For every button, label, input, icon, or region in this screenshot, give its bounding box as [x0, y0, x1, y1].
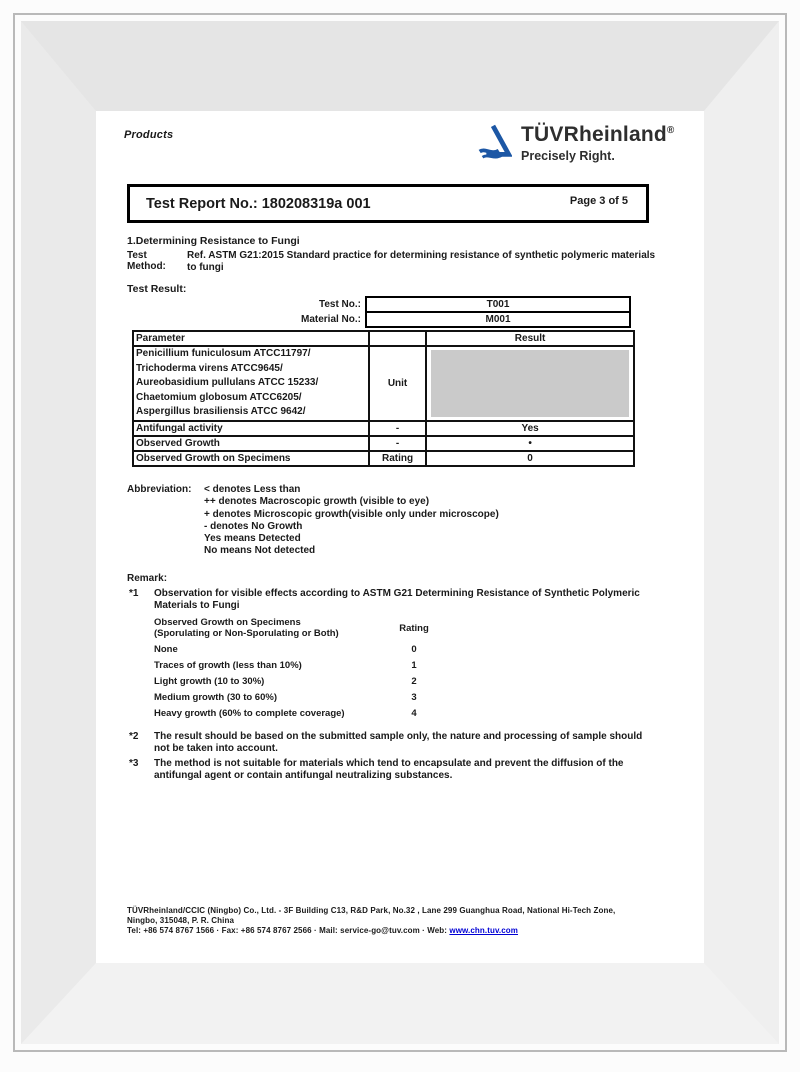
products-label: Products — [124, 129, 174, 141]
parameter-header: Parameter — [133, 331, 369, 346]
result-cell: • — [426, 436, 634, 451]
logo-brand — [521, 119, 674, 147]
organism-line: Chaetomium globosum ATCC6205/ — [136, 391, 302, 403]
page-indicator: Page 3 of 5 — [569, 195, 628, 207]
rating-header-desc — [154, 618, 389, 639]
rating-header-line2: (Sporulating or Non-Sporulating or Both) — [154, 627, 339, 639]
abbreviation-lines — [204, 484, 499, 558]
unit-cell: - — [369, 421, 426, 436]
rating-table-header — [154, 618, 439, 639]
abbreviation-line: + denotes Microscopic growth(visible only under microscope) — [204, 508, 499, 520]
unit-cell: Rating — [369, 451, 426, 466]
table-row — [133, 421, 634, 436]
organisms-row — [133, 346, 634, 421]
rating-row — [154, 660, 439, 671]
tuv-triangle-icon — [474, 123, 512, 161]
rating-value: 4 — [411, 708, 417, 719]
abbreviation-line: ++ denotes Macroscopic growth (visible to eye) — [204, 496, 430, 508]
remark-marker: *1 — [129, 588, 139, 599]
remark-text: The result should be based on the submitted sample only, the nature and processing of sample should not be taken into account. — [154, 731, 643, 754]
result-table — [132, 296, 635, 467]
test-result-label: Test Result: — [127, 283, 187, 295]
rating-value: 2 — [411, 676, 417, 687]
result-cell: Yes — [426, 421, 634, 436]
result-cell: 0 — [426, 451, 634, 466]
remark-text: The method is not suitable for materials which tend to encapsulate and prevent the diffusion of the antifungal agent or contain antifungal neutralizing substances. — [154, 758, 624, 781]
logo-brand-name: TÜVRheinland — [521, 123, 667, 146]
abbreviation-label: Abbreviation: — [127, 484, 192, 495]
parameter-cell: Observed Growth on Specimens — [133, 451, 369, 466]
rating-desc: Light growth (10 to 30%) — [154, 676, 265, 687]
report-number: Test Report No.: 180208319a 001 — [146, 195, 371, 212]
table-header-row — [133, 331, 634, 346]
test-no-value: T001 — [365, 296, 631, 313]
rating-value: 0 — [411, 644, 417, 655]
abbreviation-block — [127, 484, 499, 558]
remark-item-3 — [129, 758, 646, 782]
remark-label: Remark: — [127, 573, 168, 584]
test-method-text: Ref. ASTM G21:2015 Standard practice for determining resistance of synthetic polymeric materials to fungi — [187, 250, 656, 273]
remark-marker: *3 — [129, 758, 139, 769]
parameter-result-table — [132, 330, 635, 467]
shaded-result-cell — [426, 346, 634, 421]
logo-text — [521, 119, 674, 163]
footer-address-line2: Ningbo, 315048, P. R. China — [127, 916, 235, 925]
logo-tagline: Precisely Right. — [521, 149, 615, 163]
footer-contact-line — [127, 926, 677, 936]
footer-contact-prefix: Tel: +86 574 8767 1566 · Fax: +86 574 8767 2566 · Mail: service-go@tuv.com · Web: — [127, 926, 448, 935]
rating-value: 3 — [411, 692, 417, 703]
result-header: Result — [426, 331, 634, 346]
unit-cell: Unit — [369, 346, 426, 421]
rating-table — [154, 618, 439, 719]
material-no-value: M001 — [365, 311, 631, 328]
rating-row — [154, 676, 439, 687]
test-method-block — [127, 250, 659, 274]
organism-line: Aureobasidium pullulans ATCC 15233/ — [136, 377, 319, 389]
organism-line: Penicillium funiculosum ATCC11797/ — [136, 348, 311, 359]
organism-list — [133, 346, 369, 421]
report-number-bar — [127, 184, 649, 223]
table-row — [133, 451, 634, 466]
remark-text: Observation for visible effects according to ASTM G21 Determining Resistance of Synthetic Polymeric Materials to Fungi — [154, 588, 640, 611]
rating-desc: None — [154, 644, 178, 655]
test-no-label: Test No.: — [318, 299, 361, 310]
parameter-cell: Antifungal activity — [133, 421, 369, 436]
tuv-rheinland-logo — [474, 119, 674, 163]
rating-desc: Traces of growth (less than 10%) — [154, 660, 302, 671]
material-no-row — [132, 311, 635, 328]
abbreviation-line: Yes means Detected — [204, 533, 301, 545]
parameter-cell: Observed Growth — [133, 436, 369, 451]
rating-value: 1 — [411, 660, 417, 671]
footer-web-link: www.chn.tuv.com — [449, 926, 519, 935]
redacted-result-box — [431, 350, 629, 417]
remark-item-2 — [129, 731, 646, 755]
rating-row — [154, 692, 439, 703]
abbreviation-line: < denotes Less than — [204, 484, 301, 495]
material-no-label: Material No.: — [300, 314, 361, 325]
abbreviation-line: - denotes No Growth — [204, 520, 303, 532]
remark-item-1 — [129, 588, 646, 612]
report-page — [96, 111, 704, 963]
test-method-label: Test Method: — [127, 250, 166, 272]
rating-header-line1: Observed Growth on Specimens — [154, 617, 301, 628]
rating-desc: Heavy growth (60% to complete coverage) — [154, 708, 345, 719]
rating-row — [154, 644, 439, 655]
remark-marker: *2 — [129, 731, 139, 742]
registered-mark: ® — [666, 125, 675, 136]
footer-address-line1: TÜVRheinland/CCIC (Ningbo) Co., Ltd. - 3F Building C13, R&D Park, No.32 , Lane 299 Guanghua Road, National Hi-Tech Zone, — [127, 906, 616, 915]
rating-row — [154, 708, 439, 719]
unit-header-empty — [369, 331, 426, 346]
section-heading: 1.Determining Resistance to Fungi — [127, 235, 300, 247]
table-row — [133, 436, 634, 451]
frame-mat — [21, 21, 779, 1044]
organism-line: Aspergillus brasiliensis ATCC 9642/ — [136, 406, 306, 418]
unit-cell: - — [369, 436, 426, 451]
organism-line: Trichoderma virens ATCC9645/ — [136, 362, 283, 374]
footer-contact-block — [127, 906, 677, 936]
rating-header-label: Rating — [399, 623, 429, 634]
abbreviation-line: No means Not detected — [204, 545, 316, 557]
rating-desc: Medium growth (30 to 60%) — [154, 692, 277, 703]
